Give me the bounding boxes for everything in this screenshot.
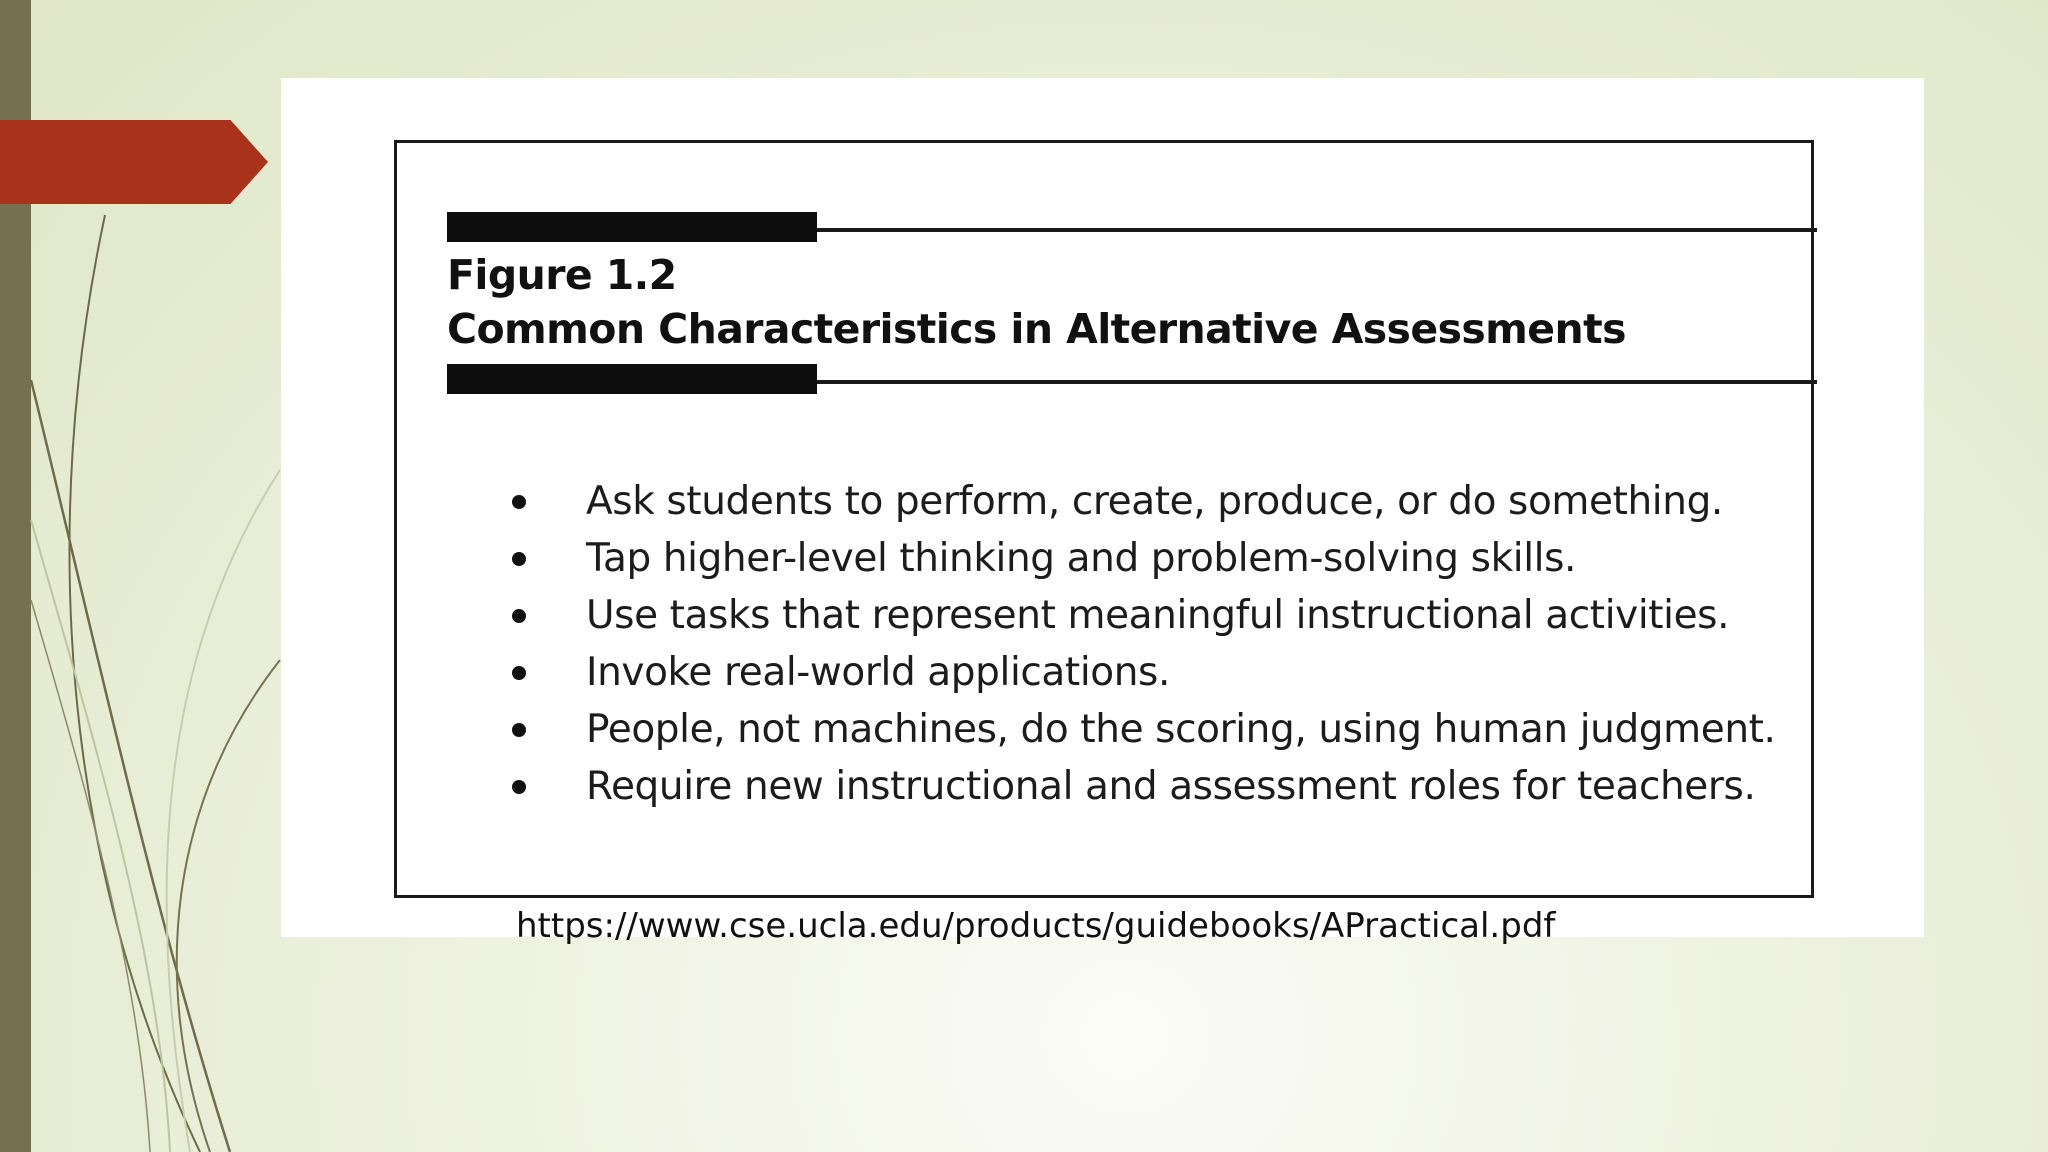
title-marker-arrow [0,120,268,204]
list-item: Invoke real-world applications. [512,644,1776,701]
source-url: https://www.cse.ucla.edu/products/guidebooks/APractical.pdf [516,906,1556,946]
list-item: Tap higher-level thinking and problem-solving skills. [512,530,1776,587]
figure-bottom-rule [447,380,1817,384]
figure-frame [394,140,1814,898]
figure-label: Figure 1.2 [447,251,677,299]
figure-heading [447,248,1626,356]
list-item: Use tasks that represent meaningful instructional activities. [512,587,1776,644]
characteristics-list [512,473,1776,815]
figure-image [281,78,1924,937]
figure-top-rule [447,228,1817,232]
list-item: Require new instructional and assessment roles for teachers. [512,758,1776,815]
figure-title: Common Characteristics in Alternative Assessments [447,305,1626,353]
list-item: Ask students to perform, create, produce, or do something. [512,473,1776,530]
list-item: People, not machines, do the scoring, using human judgment. [512,701,1776,758]
